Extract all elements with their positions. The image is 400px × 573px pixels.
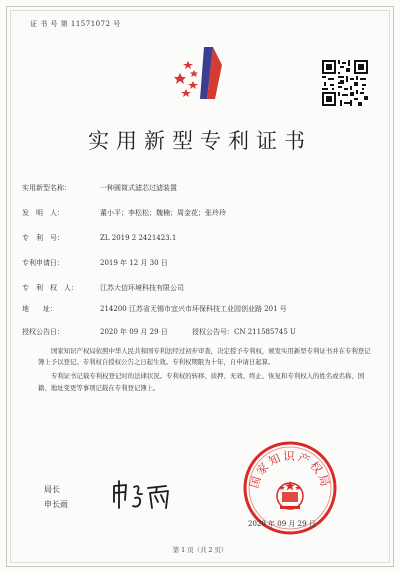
- page-number-footer: 第 1 页（共 2 页）: [172, 546, 228, 554]
- cnipa-emblem-icon: [168, 43, 230, 105]
- field-label: 地 址：: [22, 305, 57, 313]
- qr-code-icon: [322, 60, 368, 106]
- field-grant-date: [22, 327, 168, 337]
- field-value: 214200 江苏省无锡市宜兴市环保科技工业园创业路 201 号: [100, 305, 287, 313]
- field-label: 授权公告号：: [192, 328, 234, 336]
- field-patent-number: [22, 233, 176, 243]
- field-utility-model-name: [22, 183, 177, 193]
- field-label: 授权公告日：: [22, 328, 64, 336]
- field-patentee: [22, 283, 184, 293]
- field-announcement-number: [192, 327, 296, 337]
- field-label: 专利申请日：: [22, 259, 64, 267]
- certificate-number: 证 书 号 第 11571072 号: [30, 20, 121, 28]
- handwritten-signature: [108, 478, 180, 512]
- field-application-date: [22, 258, 168, 268]
- field-label: 发 明 人：: [22, 209, 64, 217]
- field-value: ZL 2019 2 2421423.1: [100, 234, 177, 242]
- field-address: [22, 304, 287, 314]
- signatory-title: 局长: [44, 485, 60, 494]
- signatory-name: 申长雨: [44, 500, 68, 509]
- field-value: 2019 年 12 月 30 日: [100, 259, 168, 267]
- certificate-title: 实用新型专利证书: [88, 129, 312, 153]
- body-paragraph-1: 国家知识产权局依照中华人民共和国专利法经过初步审查，决定授予专利权，颁发实用新型专利证书并在专利登记簿上予以登记。专利权自授权公告之日起生效。专利权期限为十年，自申请日起算。: [38, 347, 371, 367]
- field-value: 2020 年 09 月 29 日: [100, 328, 168, 336]
- field-value: 一种圆筒式滤芯过滤装置: [100, 184, 177, 192]
- field-label: 实用新型名称：: [22, 184, 71, 192]
- field-label: 专 利 权 人：: [22, 284, 78, 292]
- field-value: 董小平；李松松；魏楠；周金花；张玲玲: [100, 209, 226, 217]
- field-label: 专 利 号：: [22, 234, 64, 242]
- certificate-body: [38, 346, 374, 394]
- field-value: CN 211585745 U: [234, 328, 296, 336]
- field-value: 江苏大信环境科技有限公司: [100, 284, 184, 292]
- seal-text: 国家知识产权局: [246, 449, 334, 490]
- body-paragraph-2: 专利证书记载专利权登记时的法律状况。专利权的转移、质押、无效、终止、恢复和专利权人的姓名或名称、国籍、地址变更等事项记载在专利登记簿上。: [38, 372, 365, 392]
- seal-date: 2020 年 09 月 29 日: [248, 520, 316, 528]
- field-inventors: [22, 208, 226, 218]
